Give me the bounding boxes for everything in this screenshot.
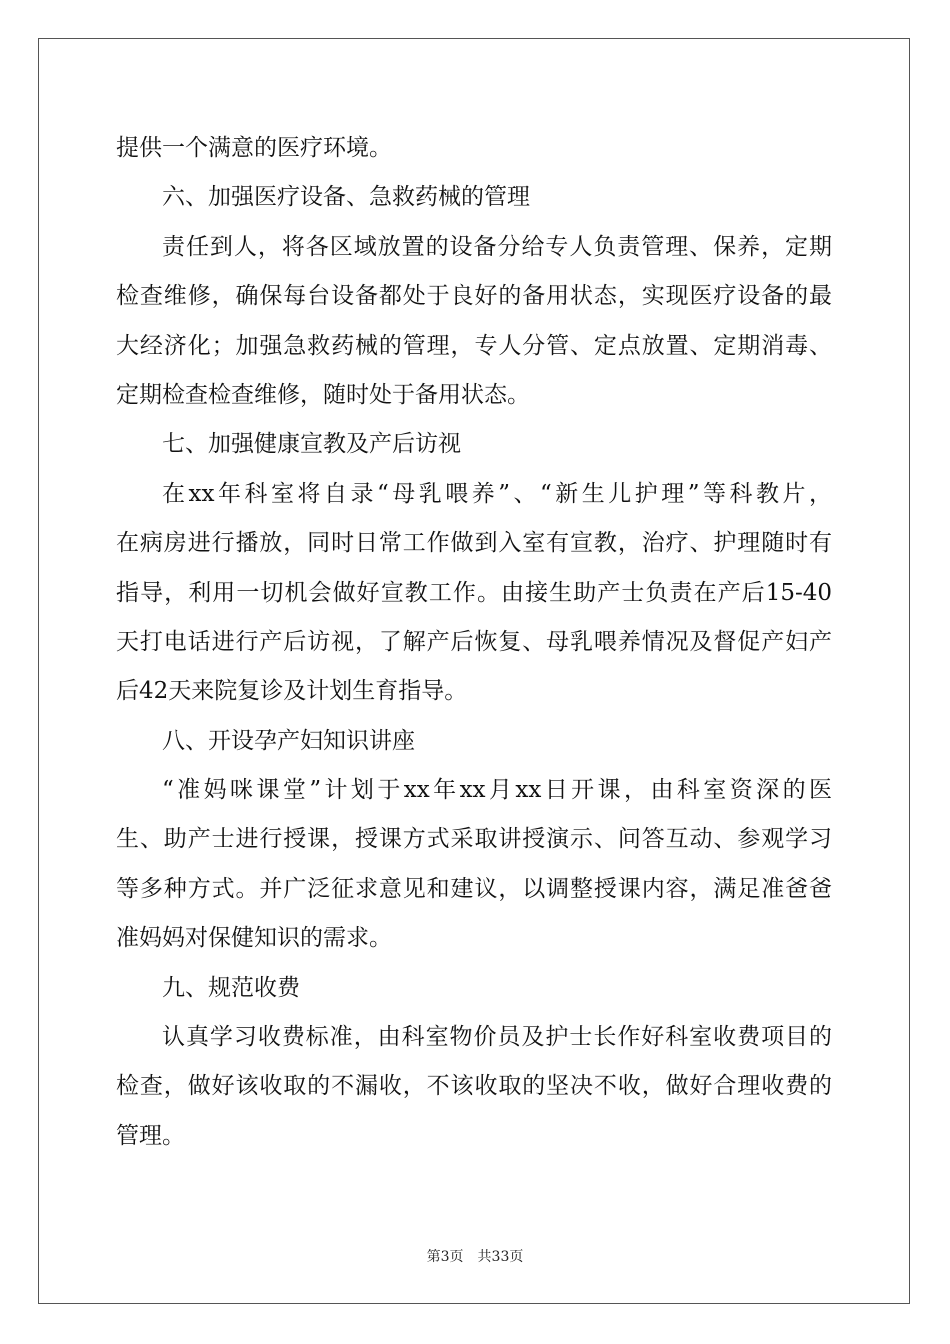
text-line: 认真学习收费标准，由科室物价员及护士长作好科室收费项目的 bbox=[162, 1024, 832, 1051]
text-line: 定期检查检查维修，随时处于备用状态。 bbox=[116, 381, 530, 408]
text-line: 等多种方式。并广泛征求意见和建议，以调整授课内容，满足准爸爸 bbox=[116, 875, 832, 902]
text-line: 准妈妈对保健知识的需求。 bbox=[116, 925, 392, 952]
text-line: 检查，做好该收取的不漏收，不该收取的坚决不收，做好合理收费的 bbox=[116, 1073, 832, 1100]
page-footer bbox=[0, 1246, 950, 1266]
text-line: 管理。 bbox=[116, 1122, 185, 1149]
text-line: 检查维修，确保每台设备都处于良好的备用状态，实现医疗设备的最 bbox=[116, 283, 832, 310]
text-line: 八、开设孕产妇知识讲座 bbox=[162, 727, 415, 754]
text-line: “准妈咪课堂”计划于xx年xx月xx日开课，由科室资深的医 bbox=[162, 777, 832, 804]
text-line: 六、加强医疗设备、急救药械的管理 bbox=[162, 184, 530, 211]
page-number: 第3页 bbox=[426, 1249, 464, 1265]
text-line: 九、规范收费 bbox=[162, 974, 300, 1001]
text-line: 责任到人，将各区域放置的设备分给专人负责管理、保养，定期 bbox=[162, 233, 832, 260]
text-line: 在病房进行播放，同时日常工作做到入室有宣教，治疗、护理随时有 bbox=[116, 530, 832, 557]
text-line: 指导，利用一切机会做好宣教工作。由接生助产士负责在产后15-40 bbox=[116, 579, 832, 606]
text-line: 提供一个满意的医疗环境。 bbox=[116, 135, 392, 161]
text-line: 大经济化；加强急救药械的管理，专人分管、定点放置、定期消毒、 bbox=[116, 332, 832, 359]
text-line: 天打电话进行产后访视，了解产后恢复、母乳喂养情况及督促产妇产 bbox=[116, 628, 832, 655]
text-line: 在xx年科室将自录“母乳喂养”、“新生儿护理”等科教片， bbox=[162, 480, 832, 507]
text-line: 后42天来院复诊及计划生育指导。 bbox=[116, 678, 468, 705]
page-total: 共33页 bbox=[477, 1249, 524, 1265]
text-line: 生、助产士进行授课，授课方式采取讲授演示、问答互动、参观学习 bbox=[116, 826, 832, 853]
document-body bbox=[116, 124, 832, 1161]
text-line: 七、加强健康宣教及产后访视 bbox=[162, 431, 461, 458]
